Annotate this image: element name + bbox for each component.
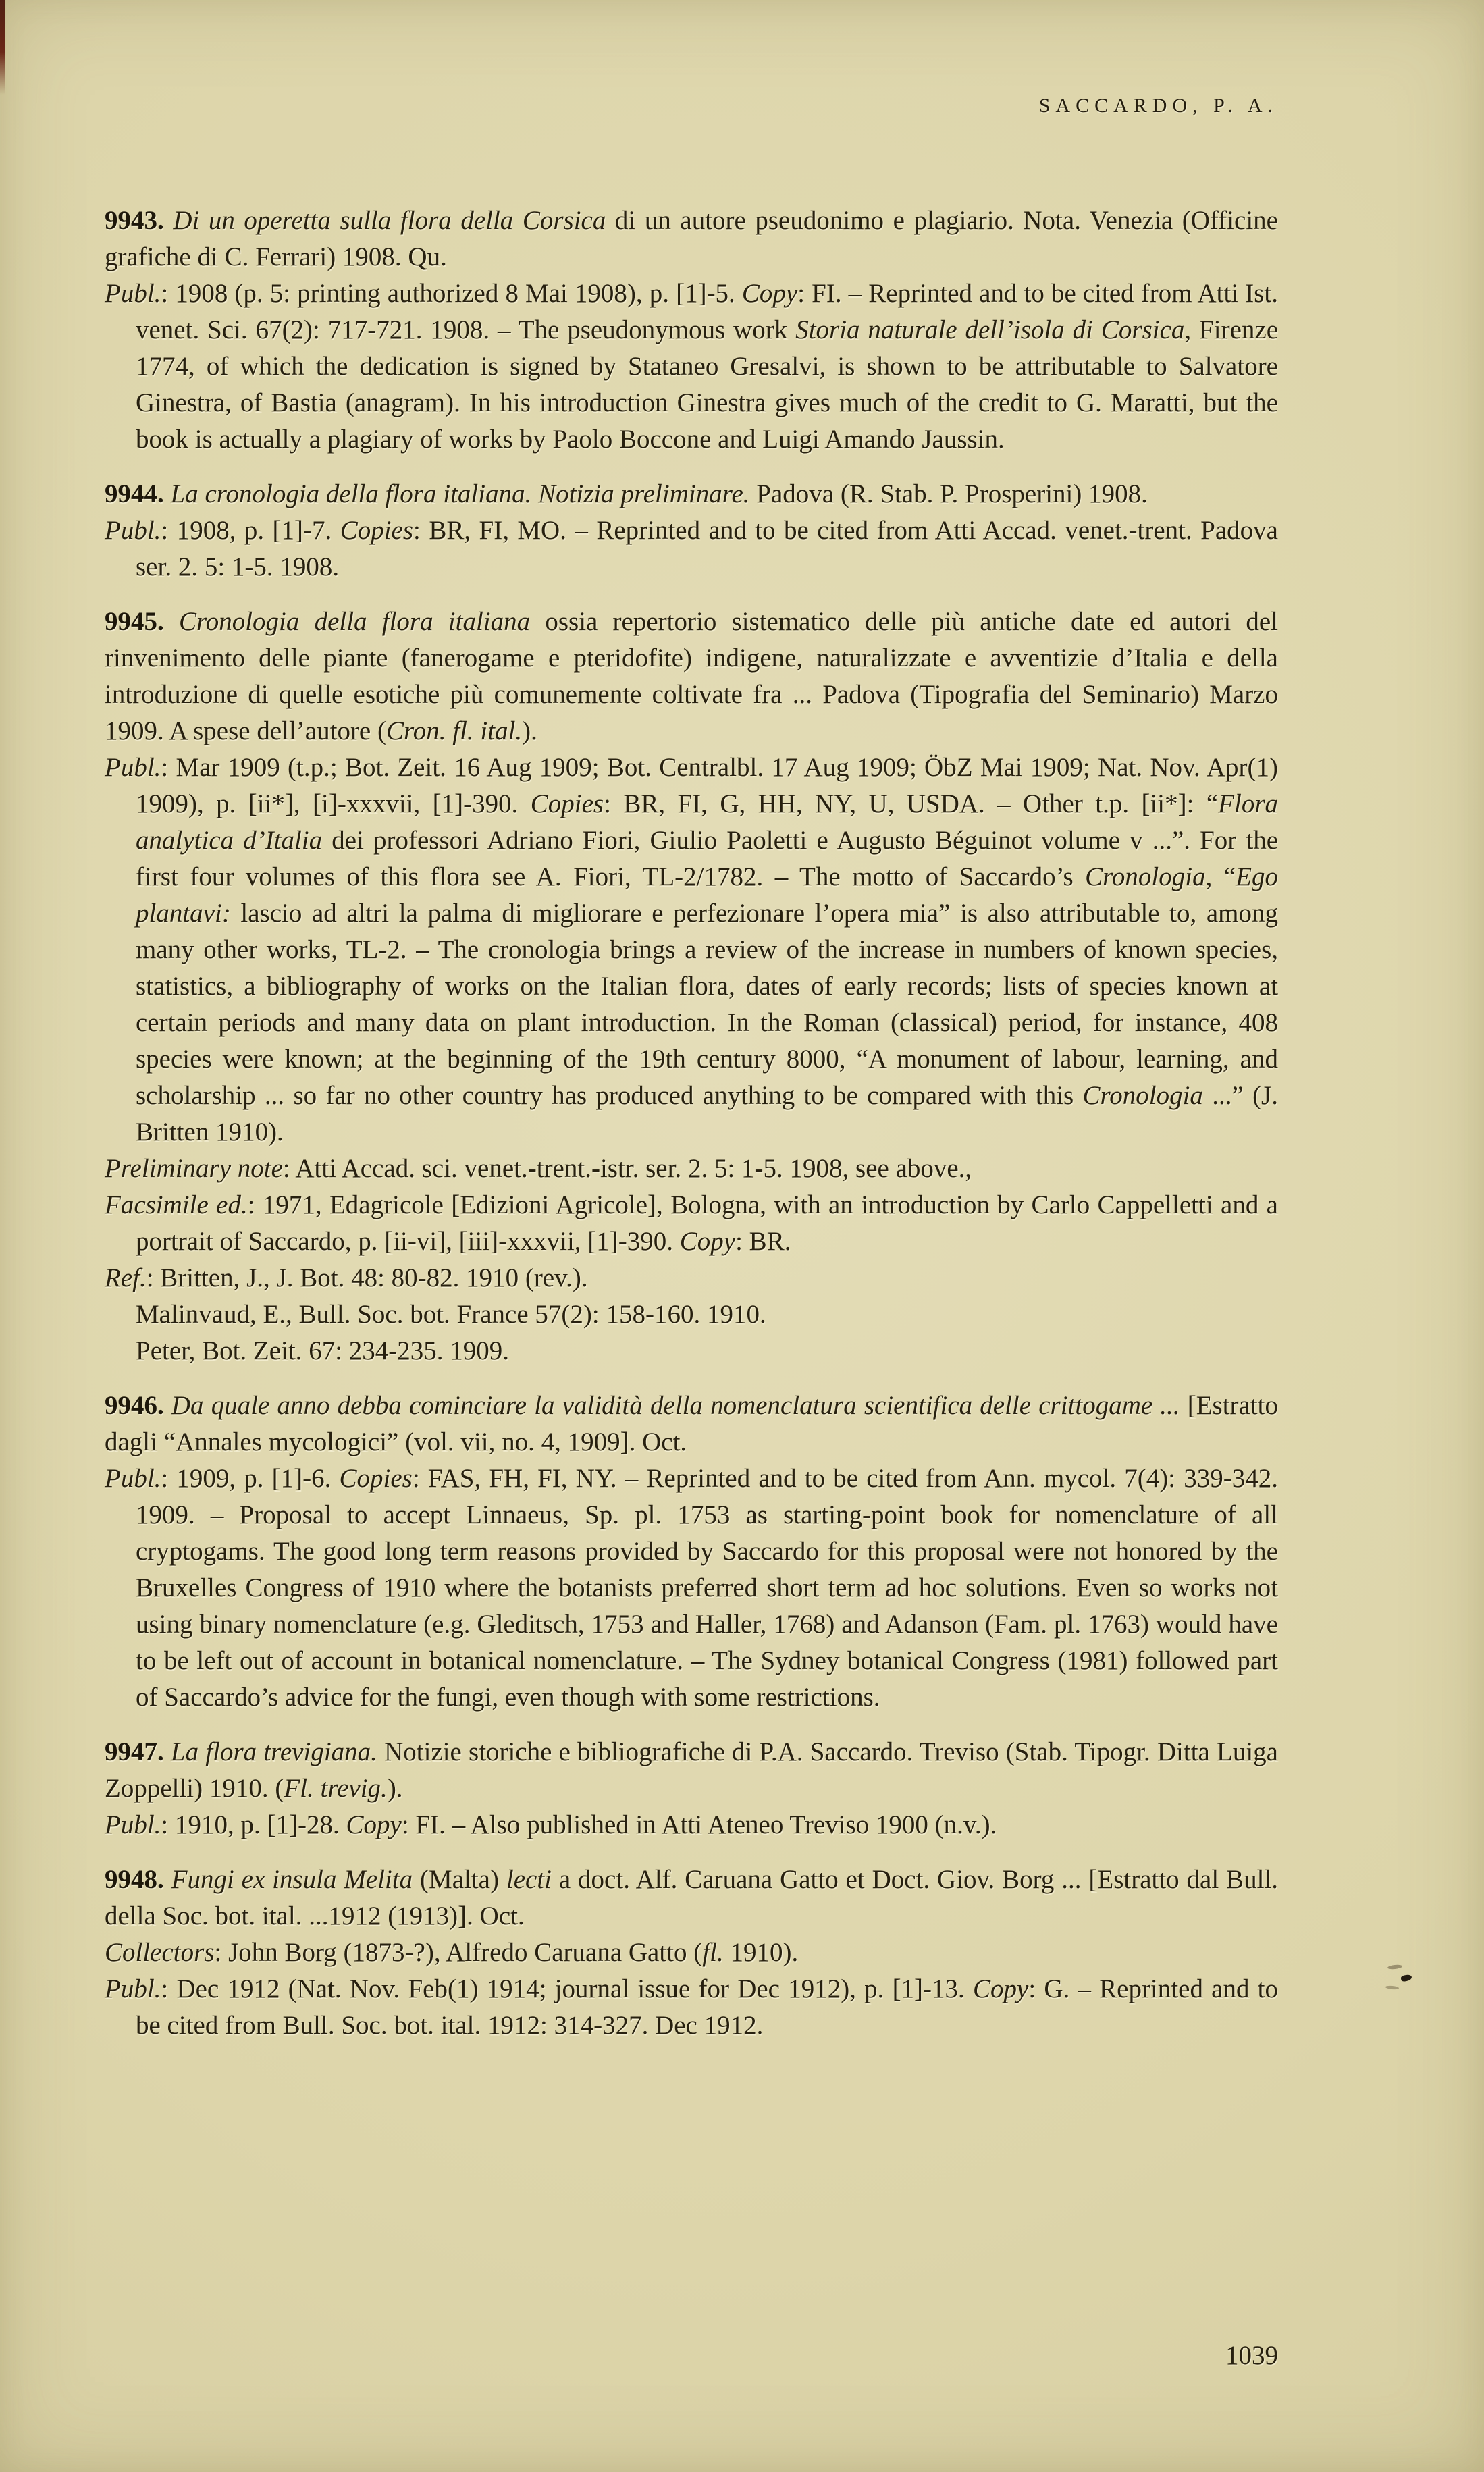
paragraph: Publ.: Mar 1909 (t.p.; Bot. Zeit. 16 Aug 1909; Bot. Centralbl. 17 Aug 1909; ÖbZ Mai 1909; Nat. Nov. Apr(1) 1909), p. [ii*], [i]-xxxvii, [1]-390. Copies: BR, FI, G, HH, NY, U, USDA. – Other t.p. [ii*]: “Flora analytica d’Italia dei professori Adriano Fiori, Giulio Paoletti e Augusto Béguinot volume v ...”. For the first four volumes of this flora see A. Fiori, TL-2/1782. – The motto of Saccardo’s Cronologia, “Ego plantavi: lascio ad altri la palma di migliorare e perfezionare l’opera mia” is also attributable to, among many other works, TL-2. – The cronologia brings a review of the increase in numbers of known species, statistics, a bibliography of works on the Italian flora, dates of early records; lists of species known at certain periods and many data on plant introduction. In the Roman (classical) period, for instance, 408 species were known; at the beginning of the 19th century 8000, “A monument of labour, learning, and scholarship ... so far no other country has produced anything to be compared with this Cronologia ...” (J. Britten 1910).	[105, 753, 1279, 1147]
paragraph: Publ.: 1909, p. [1]-6. Copies: FAS, FH, FI, NY. – Reprinted and to be cited from Ann. mycol. 7(4): 339-342. 1909. – Proposal to accept Linnaeus, Sp. pl. 1753 as starting-point book for nomenclature of all cryptogams. The good long term reasons provided by Saccardo for this proposal were not honored by the Bruxelles Congress of 1910 where the botanists preferred short term ad hoc solutions. Even so works not using binary nomenclature (e.g. Gleditsch, 1753 and Haller, 1768) and Adanson (Fam. pl. 1763) would have to be left out of account in botanical nomenclature. – The Sydney botanical Congress (1981) followed part of Saccardo’s advice for the fungi, even though with some restrictions.	[105, 1464, 1278, 1712]
page-number: 1039	[1225, 2341, 1278, 2370]
paragraph: 9947. La flora trevigiana. Notizie storiche e bibliografiche di P.A. Saccardo. Treviso (Stab. Tipogr. Ditta Luiga Zoppelli) 1910. (Fl. trevig.).	[105, 1737, 1278, 1803]
paragraph: Publ.: Dec 1912 (Nat. Nov. Feb(1) 1914; journal issue for Dec 1912), p. [1]-13. Copy: G. – Reprinted and to be cited from Bull. Soc. bot. ital. 1912: 314-327. Dec 1912.	[105, 1974, 1278, 2040]
paragraph: Publ.: 1910, p. [1]-28. Copy: FI. – Also published in Atti Ateneo Treviso 1900 (n.v.).	[105, 1810, 997, 1839]
ink-speck	[1385, 1985, 1399, 1990]
entry-9943	[105, 203, 1278, 458]
entry-9948	[105, 1862, 1278, 2044]
paragraph: 9945. Cronologia della flora italiana ossia repertorio sistematico delle più antiche date ed autori del rinvenimento delle piante (fanerogame e pteridofite) indigene, naturalizzate e avventizie d’Italia e della introduzione di quelle esotiche più comunemente coltivate fra ... Padova (Tipografia del Seminario) Marzo 1909. A spese dell’autore (Cron. fl. ital.).	[105, 607, 1278, 745]
paragraph: 9944. La cronologia della flora italiana. Notizia preliminare. Padova (R. Stab. P. Prosperini) 1908.	[105, 479, 1148, 508]
running-header: SACCARDO, P. A.	[1038, 95, 1278, 117]
paragraph: Malinvaud, E., Bull. Soc. bot. France 57(2): 158-160. 1910.	[136, 1300, 766, 1329]
text-column	[105, 0, 1278, 2044]
entry-9946	[105, 1388, 1278, 1716]
entry-9947	[105, 1734, 1278, 1843]
paragraph: 9948. Fungi ex insula Melita (Malta) lecti a doct. Alf. Caruana Gatto et Doct. Giov. Borg ... [Estratto dal Bull. della Soc. bot. ital. ...1912 (1913)]. Oct.	[105, 1865, 1278, 1930]
paragraph: Publ.: 1908 (p. 5: printing authorized 8 Mai 1908), p. [1]-5. Copy: FI. – Reprinted and to be cited from Atti Ist. venet. Sci. 67(2): 717-721. 1908. – The pseudonymous work Storia naturale dell’isola di Corsica, Firenze 1774, of which the dedication is signed by Stataneo Gresalvi, is shown to be attributable to Salvatore Ginestra, of Bastia (anagram). In his introduction Ginestra gives much of the credit to G. Maratti, but the book is actually a plagiary of works by Paolo Boccone and Luigi Amando Jaussin.	[105, 279, 1279, 454]
paragraph: 9946. Da quale anno debba cominciare la validità della nomenclatura scientifica delle crittogame ... [Estratto dagli “Annales mycologici” (vol. vii, no. 4, 1909]. Oct.	[105, 1391, 1278, 1456]
ink-speck	[1400, 1974, 1412, 1982]
paragraph: Peter, Bot. Zeit. 67: 234-235. 1909.	[136, 1336, 510, 1365]
entries-section	[105, 203, 1278, 2044]
paragraph: Collectors: John Borg (1873-?), Alfredo Caruana Gatto (fl. 1910).	[105, 1938, 799, 1967]
entry-9945	[105, 604, 1278, 1369]
entry-9944	[105, 476, 1278, 585]
paragraph: Preliminary note: Atti Accad. sci. venet.-trent.-istr. ser. 2. 5: 1-5. 1908, see above.,	[105, 1154, 972, 1183]
ink-speck	[1387, 1964, 1403, 1970]
binding-edge-mark	[0, 0, 5, 95]
paragraph: 9943. Di un operetta sulla flora della Corsica di un autore pseudonimo e plagiario. Nota. Venezia (Officine grafiche di C. Ferrari) 1908. Qu.	[105, 206, 1278, 271]
paragraph: Facsimile ed.: 1971, Edagricole [Edizioni Agricole], Bologna, with an introduction by Carlo Cappelletti and a portrait of Saccardo, p. [ii-vi], [iii]-xxxvii, [1]-390. Copy: BR.	[105, 1190, 1278, 1256]
paragraph: Publ.: 1908, p. [1]-7. Copies: BR, FI, MO. – Reprinted and to be cited from Atti Accad. venet.-trent. Padova ser. 2. 5: 1-5. 1908.	[105, 516, 1278, 581]
paragraph: Ref.: Britten, J., J. Bot. 48: 80-82. 1910 (rev.).	[105, 1263, 588, 1292]
